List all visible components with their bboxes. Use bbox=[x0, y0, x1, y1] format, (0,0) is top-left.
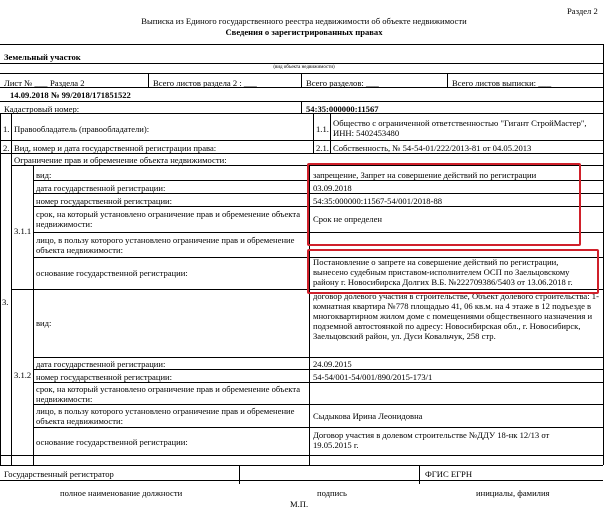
g1-number-value: 54:35:000000:11567-54/001/2018-88 bbox=[313, 196, 443, 206]
cadastral-number: 54:35:000000:11567 bbox=[306, 104, 379, 114]
total-sheets-section: Всего листов раздела 2 : ___ bbox=[153, 78, 257, 88]
holder-value: Общество с ограниченной ответственностью "Гигант СтройМастер", ИНН: 5402453480 bbox=[333, 118, 587, 138]
row2-num: 2. bbox=[3, 143, 10, 153]
object-type: Земельный участок bbox=[4, 52, 81, 62]
highlight-box-restriction bbox=[307, 163, 581, 246]
total-sections: Всего разделов: ___ bbox=[306, 78, 379, 88]
g2-number-value: 54-54/001-54/001/890/2015-173/1 bbox=[313, 372, 433, 382]
g2-date-label: дата государственной регистрации: bbox=[36, 359, 166, 369]
encumbrance-label: Ограничение прав и обременение объекта недвижимости: bbox=[14, 155, 227, 165]
cadastral-label: Кадастровый номер: bbox=[4, 104, 80, 114]
holder-label: Правообладатель (правообладатели): bbox=[14, 124, 150, 134]
document-subtitle: Сведения о зарегистрированных правах bbox=[225, 27, 383, 37]
registrar-agency: ФГИС ЕГРН bbox=[425, 469, 473, 479]
total-sheets: Всего листов выписки: ___ bbox=[452, 78, 552, 88]
right-reg-value: Собственность, № 54-54-01/222/2013-81 от 04.05.2013 bbox=[333, 143, 532, 153]
g2-person-label: лицо, в пользу которого установлено ограничение прав и обременение объекта недвижимости: bbox=[36, 406, 295, 426]
date-number: 14.09.2018 № 99/2018/171851522 bbox=[10, 90, 131, 100]
g1-basis-value: Постановление о запрете на совершение действий по регистрации, вынесено судебным приставом-исполнителем ОСП по Заельцовскому району г. Новосибирска Долгих В.Б. №222709386/5403 от 13.06.2018 г. bbox=[313, 257, 573, 287]
g2-kind-label: вид: bbox=[36, 318, 52, 328]
row3-num: 3. bbox=[2, 297, 9, 307]
object-type-caption: (вид объекта недвижимости) bbox=[273, 65, 335, 70]
caption-signature: подпись bbox=[317, 488, 347, 498]
caption-name: инициалы, фамилия bbox=[476, 488, 550, 498]
g1-number-label: номер государственной регистрации: bbox=[36, 196, 173, 206]
g2-term-label: срок, на который установлено ограничение прав и обременение объекта недвижимости: bbox=[36, 384, 301, 404]
sheet-label: Лист № ___ bbox=[4, 78, 48, 88]
registrar-position: Государственный регистратор bbox=[4, 469, 114, 479]
right-reg-label: Вид, номер и дата государственной регистрации права: bbox=[14, 143, 217, 153]
stamp-place: М.П. bbox=[290, 499, 309, 509]
g2-basis-label: основание государственной регистрации: bbox=[36, 437, 188, 447]
g1-date-value: 03.09.2018 bbox=[313, 183, 352, 193]
row1-num: 1. bbox=[3, 124, 10, 134]
g2-basis-value: Договор участия в долевом строительстве №ДДУ 18-нк 12/13 от 19.05.2015 г. bbox=[313, 430, 550, 450]
g1-person-label: лицо, в пользу которого установлено ограничение прав и обременение объекта недвижимости: bbox=[36, 235, 295, 255]
object-type-line bbox=[0, 63, 603, 64]
g2-kind-value: договор долевого участия в строительстве, Объект долевого строительства: 1-комнатная квартира №778 площадью 41, 06 кв.м. на 4 этаже в 12 подъезде в многоквартирном жилом доме с помещениями общественного назначения и подземной автостоянкой по адресу: Новосибирская обл., г. Новосибирск, Заельцовский район, ул. Дуси Ковальчук, 258 стр. bbox=[313, 291, 599, 341]
top-border bbox=[0, 44, 603, 45]
g2-date-value: 24.09.2015 bbox=[313, 359, 352, 369]
g2-person-value: Сыдыкова Ирина Леонидовна bbox=[313, 411, 423, 421]
row1-sub: 1.1. bbox=[316, 124, 329, 134]
g1-kind-value: запрещение, Запрет на совершение действий по регистрации bbox=[313, 170, 537, 180]
group2-num: 3.1.2 bbox=[14, 370, 32, 380]
document-title: Выписка из Единого государственного реестра недвижимости об объекте недвижимости bbox=[141, 16, 467, 26]
section-num-label: Раздела 2 bbox=[50, 78, 85, 88]
group1-num: 3.1.1 bbox=[14, 226, 32, 236]
g2-number-label: номер государственной регистрации: bbox=[36, 372, 173, 382]
highlight-box-basis bbox=[307, 249, 599, 294]
caption-position: полное наименование должности bbox=[60, 488, 183, 498]
g1-term-value: Срок не определен bbox=[313, 214, 382, 224]
g1-kind-label: вид: bbox=[36, 170, 52, 180]
section-label: Раздел 2 bbox=[567, 6, 598, 16]
g1-basis-label: основание государственной регистрации: bbox=[36, 268, 188, 278]
row2-sub: 2.1. bbox=[316, 143, 329, 153]
g1-term-label: срок, на который установлено ограничение прав и обременение объекта недвижимости: bbox=[36, 209, 301, 229]
g1-date-label: дата государственной регистрации: bbox=[36, 183, 166, 193]
